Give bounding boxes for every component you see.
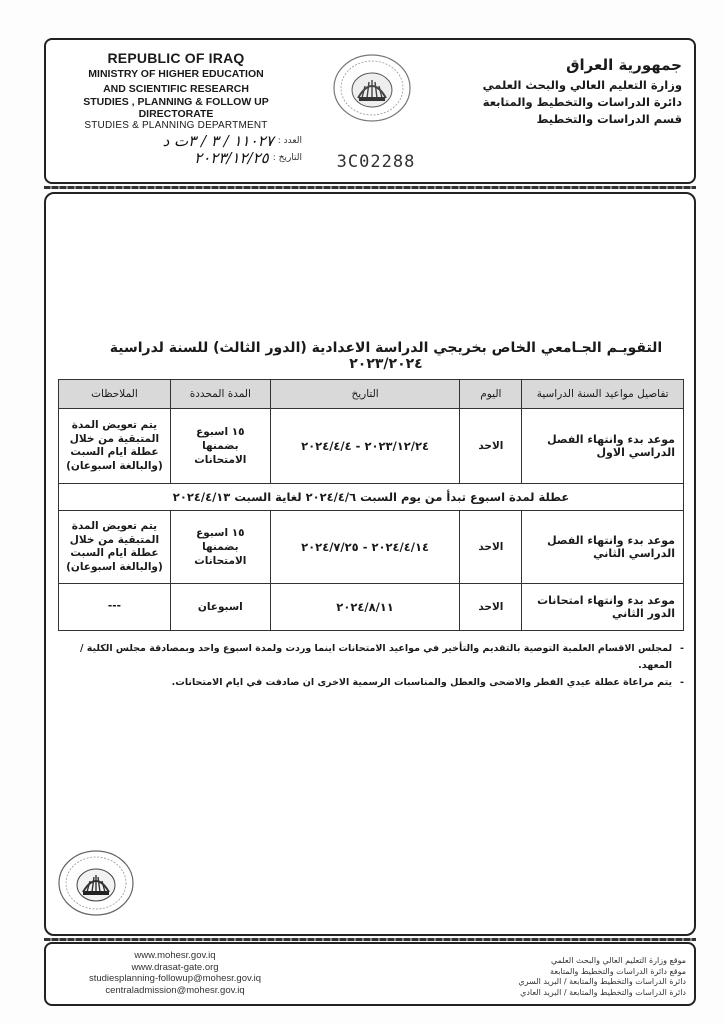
note-line: (والبالغة اسبوعان)	[66, 459, 163, 472]
directorate-en: STUDIES , PLANNING & FOLLOW UP DIRECTORATE	[83, 96, 269, 120]
footer-ar-line: موقع دائرة الدراسات والتخطيط والمتابعة	[550, 966, 686, 976]
reference-number-row	[102, 132, 302, 149]
row-notes	[59, 584, 171, 631]
footnote-bullet: -	[680, 643, 684, 654]
note-line: (والبالغة اسبوعان)	[66, 560, 163, 573]
footer-contacts-ar	[446, 956, 686, 998]
letterhead-arabic	[452, 56, 682, 128]
footer-link[interactable]: www.drasat-gate.org	[131, 961, 219, 973]
header-divider	[44, 186, 696, 189]
note-line: يتم تعويض المدة	[71, 520, 158, 532]
duration-line: الامتحانات	[194, 555, 247, 567]
ministry-seal-icon	[331, 52, 413, 124]
footnote-text: يتم مراعاة عطلة عيدي الفطر والاضحى والعطل والمناسبات الرسمية الاخرى ان صادفت في ايام الامتحانات.	[171, 677, 673, 688]
row-day: الاحد	[460, 409, 522, 484]
ministry-en-line2: AND SCIENTIFIC RESEARCH	[103, 83, 249, 95]
document-title: التقويـم الجـامعي الخاص بخريجي الدراسة الاعدادية (الدور الثالث) للسنة لدراسية ٢٠٢٣/٢٠٢٤	[109, 340, 663, 372]
duration-line: بضمنها	[202, 440, 239, 452]
reference-number: ١١٠٢٧ / ٣ / ٣ت د	[162, 131, 274, 150]
note-line: يتم تعويض المدة	[71, 419, 158, 431]
row-duration	[170, 511, 270, 584]
reference-date: ٢٠٢٣/١٢/٢٥	[194, 148, 269, 167]
holiday-text: عطلة لمدة اسبوع تبدأ من يوم السبت ٢٠٢٤/٤/٦ لغاية السبت ٢٠٢٤/٤/١٣	[59, 484, 684, 511]
header-details: تفاصيل مواعيد السنة الدراسية	[522, 380, 684, 409]
duration-line: ١٥ اسبوع	[196, 527, 245, 539]
duration-line: ١٥ اسبوع	[196, 426, 245, 438]
reference-date-row	[102, 149, 302, 166]
directorate-ar: دائرة الدراسات والتخطيط والمتابعة	[482, 95, 682, 109]
footer-contacts-en	[50, 950, 300, 996]
country-en: REPUBLIC OF IRAQ	[107, 50, 245, 66]
calendar-table	[58, 379, 684, 631]
footer-ar-line: دائرة الدراسات والتخطيط والمتابعة / البريد السري	[518, 977, 686, 986]
row-details: موعد بدء وانتهاء الفصل الدراسي الاول	[522, 409, 684, 484]
table-header-row	[59, 380, 684, 409]
letterhead	[44, 38, 696, 184]
footer-divider	[44, 938, 696, 941]
reference-date-label: التاريخ :	[272, 152, 302, 163]
note-line: المتبقية من خلال	[69, 533, 160, 546]
footer-email[interactable]: studiesplanning-followup@mohesr.gov.iq	[88, 973, 262, 984]
document-body	[44, 192, 696, 936]
row-notes	[59, 409, 171, 484]
footnote-text: لمجلس الاقسام العلمية التوصية بالتقديم والتأخير في مواعيد الامتحانات اينما وردت ولمدة اسبوع واحد وبمصادقة مجلس الكلية / المعهد.	[79, 643, 673, 671]
table-row	[59, 511, 684, 584]
note-line: عطلة ايام السبت	[70, 446, 159, 458]
ministry-en-line1: MINISTRY OF HIGHER EDUCATION	[88, 68, 264, 80]
table-row	[59, 584, 684, 631]
footnote-bullet: -	[680, 677, 684, 688]
duration-line: بضمنها	[202, 541, 239, 553]
row-details: موعد بدء وانتهاء الفصل الدراسي الثاني	[522, 511, 684, 584]
row-day: الاحد	[460, 511, 522, 584]
row-day: الاحد	[460, 584, 522, 631]
country-ar: جمهورية العراق	[566, 56, 682, 74]
footnotes	[76, 640, 684, 691]
footnote	[76, 640, 684, 674]
holiday-row	[59, 484, 684, 511]
footer	[44, 942, 696, 1006]
footer-link[interactable]: www.mohesr.gov.iq	[134, 950, 216, 961]
note-line: المتبقية من خلال	[69, 432, 160, 445]
note-line: عطلة ايام السبت	[70, 547, 159, 559]
footnote	[76, 674, 684, 691]
letterhead-english	[56, 50, 296, 131]
header-duration: المدة المحددة	[170, 380, 270, 409]
header-date: التاريخ	[270, 380, 460, 409]
bottom-seal-icon	[56, 848, 136, 918]
footer-ar-line: دائرة الدراسات والتخطيط والمتابعة / البريد العادي	[520, 987, 686, 997]
department-ar: قسم الدراسات والتخطيط	[536, 112, 682, 126]
row-date: ٢٠٢٤/٨/١١	[270, 584, 460, 631]
reference-number-label: العدد :	[277, 135, 302, 146]
duration-line: اسبوعان	[197, 601, 243, 613]
ministry-ar: وزارة التعليم العالي والبحث العلمي	[482, 78, 682, 92]
row-details: موعد بدء وانتهاء امتحانات الدور الثاني	[522, 584, 684, 631]
note-line: ---	[107, 600, 121, 613]
table-row	[59, 409, 684, 484]
row-duration	[170, 409, 270, 484]
document-serial: 3C02288	[336, 152, 416, 172]
department-en: STUDIES & PLANNING DEPARTMENT	[84, 120, 268, 131]
row-date: ٢٠٢٣/١٢/٢٤ - ٢٠٢٤/٤/٤	[270, 409, 460, 484]
row-notes	[59, 511, 171, 584]
row-date: ٢٠٢٤/٤/١٤ - ٢٠٢٤/٧/٢٥	[270, 511, 460, 584]
duration-line: الامتحانات	[194, 454, 247, 466]
footer-email[interactable]: centraladmission@mohesr.gov.iq	[105, 984, 245, 996]
row-duration	[170, 584, 270, 631]
header-day: اليوم	[460, 380, 522, 409]
header-notes: الملاحظات	[59, 380, 171, 409]
footer-ar-line: موقع وزارة التعليم العالي والبحث العلمي	[550, 956, 686, 965]
reference-block	[102, 132, 302, 166]
